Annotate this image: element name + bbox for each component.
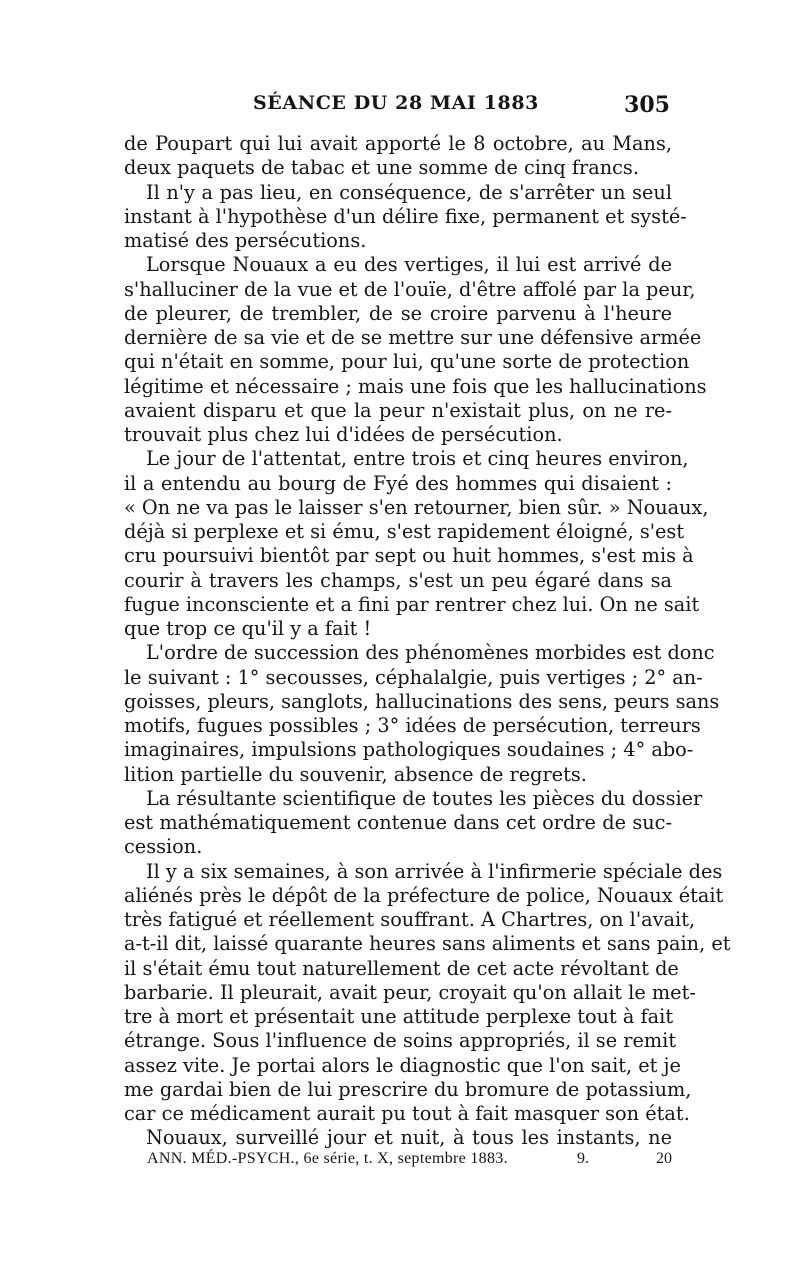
text-line: Lorsque Nouaux a eu des vertiges, il lui est arrivé de: [146, 253, 672, 277]
text-line: imaginaires, impulsions pathologiques soudaines ; 4° abo-: [124, 738, 694, 762]
running-head: [122, 92, 670, 122]
text-line: il a entendu au bourg de Fyé des hommes qui disaient :: [124, 471, 672, 495]
text-line: Il n'y a pas lieu, en conséquence, de s'arrêter un seul: [146, 180, 672, 204]
text-line: fugue inconsciente et a fini par rentrer chez lui. On ne sait: [124, 592, 700, 616]
text-line: que trop ce qu'il y a fait !: [124, 617, 372, 640]
text-line: courir à travers les champs, s'est un peu égaré dans sa: [124, 568, 672, 592]
text-line: déjà si perplexe et si ému, s'est rapidement éloigné, s'est: [124, 520, 685, 543]
page-footer: [147, 1150, 672, 1174]
text-line: légitime et nécessaire ; mais une fois que les hallucinations: [124, 374, 707, 398]
text-line: matisé des persécutions.: [124, 229, 367, 252]
footer-signature-mark: 9.: [577, 1150, 589, 1167]
text-line: il s'était ému tout naturellement de cet acte révoltant de: [124, 956, 679, 980]
footer-journal-citation: ANN. MÉD.-PSYCH., 6e série, t. X, septembre 1883.: [147, 1150, 508, 1167]
footer-sheet-number: 20: [656, 1150, 672, 1167]
text-line: qui n'était en somme, pour lui, qu'une sorte de protection: [124, 350, 690, 374]
text-line: aliénés près le dépôt de la préfecture de police, Nouaux était: [124, 883, 724, 907]
text-line: barbarie. Il pleurait, avait peur, croyait qu'on allait le met-: [124, 980, 696, 1004]
text-line: L'ordre de succession des phénomènes morbides est donc: [146, 641, 715, 665]
text-line: motifs, fugues possibles ; 3° idées de persécution, terreurs: [124, 714, 701, 737]
text-line: avaient disparu et que la peur n'existait plus, on ne re-: [124, 398, 672, 422]
text-line: Il y a six semaines, à son arrivée à l'infirmerie spéciale des: [146, 859, 723, 883]
text-line: goisses, pleurs, sanglots, hallucinations des sens, peurs sans: [124, 689, 720, 713]
text-line: me gardai bien de lui prescrire du bromure de potassium,: [124, 1077, 692, 1101]
running-title: SÉANCE DU 28 MAI 1883: [252, 92, 539, 114]
text-line: tre à mort et présentait une attitude perplexe tout à fait: [124, 1005, 674, 1028]
text-line: La résultante scientifique de toutes les pièces du dossier: [146, 786, 703, 810]
text-line: est mathématiquement contenue dans cet ordre de suc-: [124, 811, 672, 834]
text-line: deux paquets de tabac et une somme de cinq francs.: [124, 156, 639, 180]
text-line: lition partielle du souvenir, absence de regrets.: [124, 762, 587, 786]
text-line: le suivant : 1° secousses, céphalalgie, puis vertiges ; 2° an-: [124, 665, 703, 689]
text-line: car ce médicament aurait pu tout à fait masquer son état.: [124, 1102, 690, 1125]
text-line: trouvait plus chez lui d'idées de persécution.: [124, 423, 563, 446]
body-text: [124, 132, 731, 1151]
page-number: 305: [624, 92, 670, 118]
text-line: cru poursuivi bientôt par sept ou huit hommes, s'est mis à: [124, 544, 694, 568]
text-line: de Poupart qui lui avait apporté le 8 octobre, au Mans,: [124, 132, 672, 155]
text-line: Le jour de l'attentat, entre trois et cinq heures environ,: [146, 447, 689, 471]
text-line: Nouaux, surveillé jour et nuit, à tous les instants, ne: [146, 1126, 672, 1150]
text-line: assez vite. Je portai alors le diagnostic que l'on sait, et je: [124, 1053, 681, 1077]
text-line: étrange. Sous l'influence de soins appropriés, il se remit: [124, 1029, 677, 1053]
text-line: de pleurer, de trembler, de se croire parvenu à l'heure: [124, 301, 672, 325]
text-line: dernière de sa vie et de se mettre sur une défensive armée: [124, 326, 702, 349]
text-line: instant à l'hypothèse d'un délire fixe, permanent et systé-: [124, 204, 687, 228]
text-line: très fatigué et réellement souffrant. A Chartres, on l'avait,: [124, 908, 696, 931]
text-line: « On ne va pas le laisser s'en retourner, bien sûr. » Nouaux,: [124, 495, 709, 519]
text-line: cession.: [124, 835, 203, 859]
text-line: s'halluciner de la vue et de l'ouïe, d'être affolé par la peur,: [124, 277, 696, 301]
text-line: a-t-il dit, laissé quarante heures sans aliments et sans pain, et: [124, 932, 731, 956]
